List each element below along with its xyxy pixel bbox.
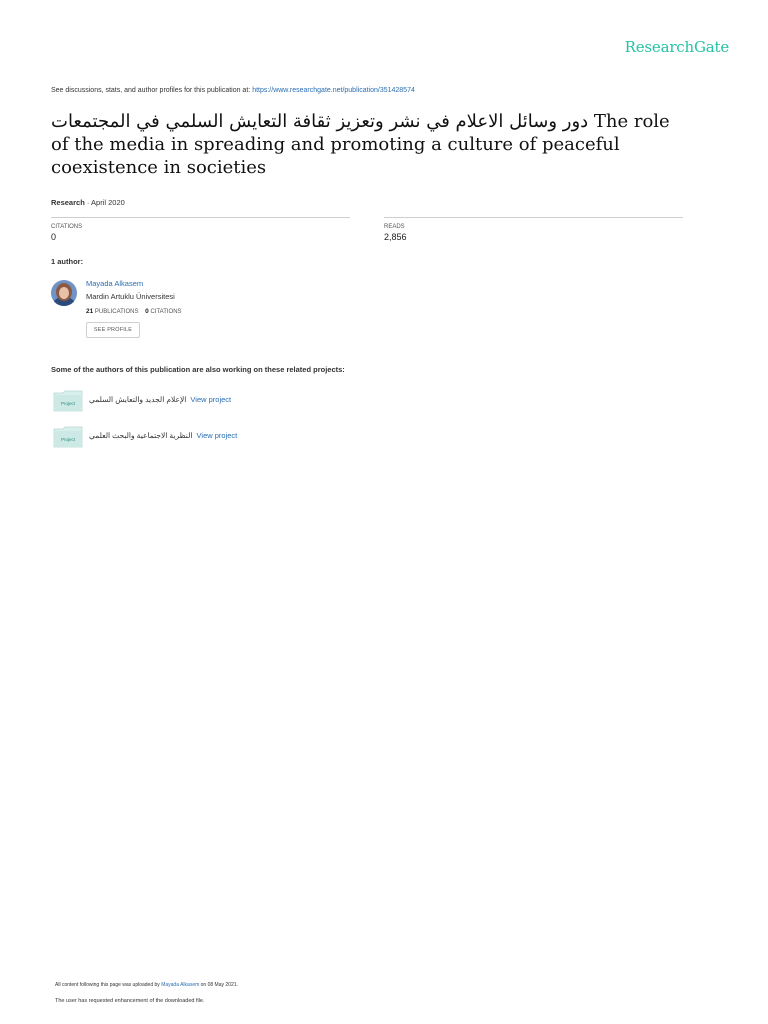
project-name: الإعلام الجديد والتعايش السلمي (89, 395, 187, 404)
view-project-link[interactable]: View project (196, 431, 238, 440)
authors-heading: 1 author: (51, 257, 84, 266)
project-folder-label: Project (60, 437, 76, 442)
uploader-link[interactable]: Mayada Alkasem (161, 982, 200, 988)
enhancement-note: The user has requested enhancement of the downloaded file. (55, 998, 205, 1004)
discussion-prefix: See discussions, stats, and author profiles for this publication at: (51, 87, 251, 94)
publication-date: April 2020 (91, 198, 125, 207)
author-citations-label: CITATIONS (150, 309, 182, 315)
author-publications-label: PUBLICATIONS (94, 309, 139, 315)
citations-value: 0 (51, 232, 57, 242)
publication-meta (51, 198, 125, 207)
reads-stat (384, 217, 683, 242)
citations-stat (51, 217, 350, 242)
project-folder-label: Project (60, 401, 76, 406)
researchgate-logo[interactable]: ResearchGate (624, 38, 729, 56)
author-publications-count: 21 (86, 308, 94, 315)
author-citations-count: 0 (145, 308, 149, 315)
publication-url-link[interactable]: https://www.researchgate.net/publication/351428574 (252, 87, 415, 94)
upload-note (55, 982, 238, 988)
author-stats (86, 308, 182, 315)
citations-label: CITATIONS (51, 224, 83, 230)
author-avatar[interactable] (51, 280, 77, 306)
view-project-link[interactable]: View project (190, 395, 232, 404)
see-profile-button[interactable]: SEE PROFILE (86, 322, 140, 338)
author-institution: Mardin Artuklu Üniversitesi (86, 292, 175, 301)
upload-prefix: All content following this page was uploaded by (55, 982, 160, 988)
upload-suffix: on 08 May 2021. (200, 982, 238, 988)
project-text (89, 395, 231, 404)
project-folder-icon (53, 426, 83, 448)
meta-separator: · (86, 198, 90, 207)
related-projects-heading: Some of the authors of this publication are also working on these related projects: (51, 365, 345, 374)
publication-type: Research (51, 198, 85, 207)
author-name-link[interactable]: Mayada Alkasem (86, 279, 144, 288)
publication-title: دور وسائل الاعلام في نشر وتعزيز ثقافة التعايش السلمي في المجتمعات The role of the media in spreading and promoting a culture of peaceful coexistence in societies (51, 111, 670, 178)
project-text (89, 431, 237, 440)
reads-label: READS (384, 224, 405, 230)
discussion-line (51, 87, 415, 94)
project-folder-icon (53, 390, 83, 412)
reads-value: 2,856 (384, 232, 407, 242)
project-name: النظرية الاجتماعية والبحث العلمي (89, 431, 193, 440)
